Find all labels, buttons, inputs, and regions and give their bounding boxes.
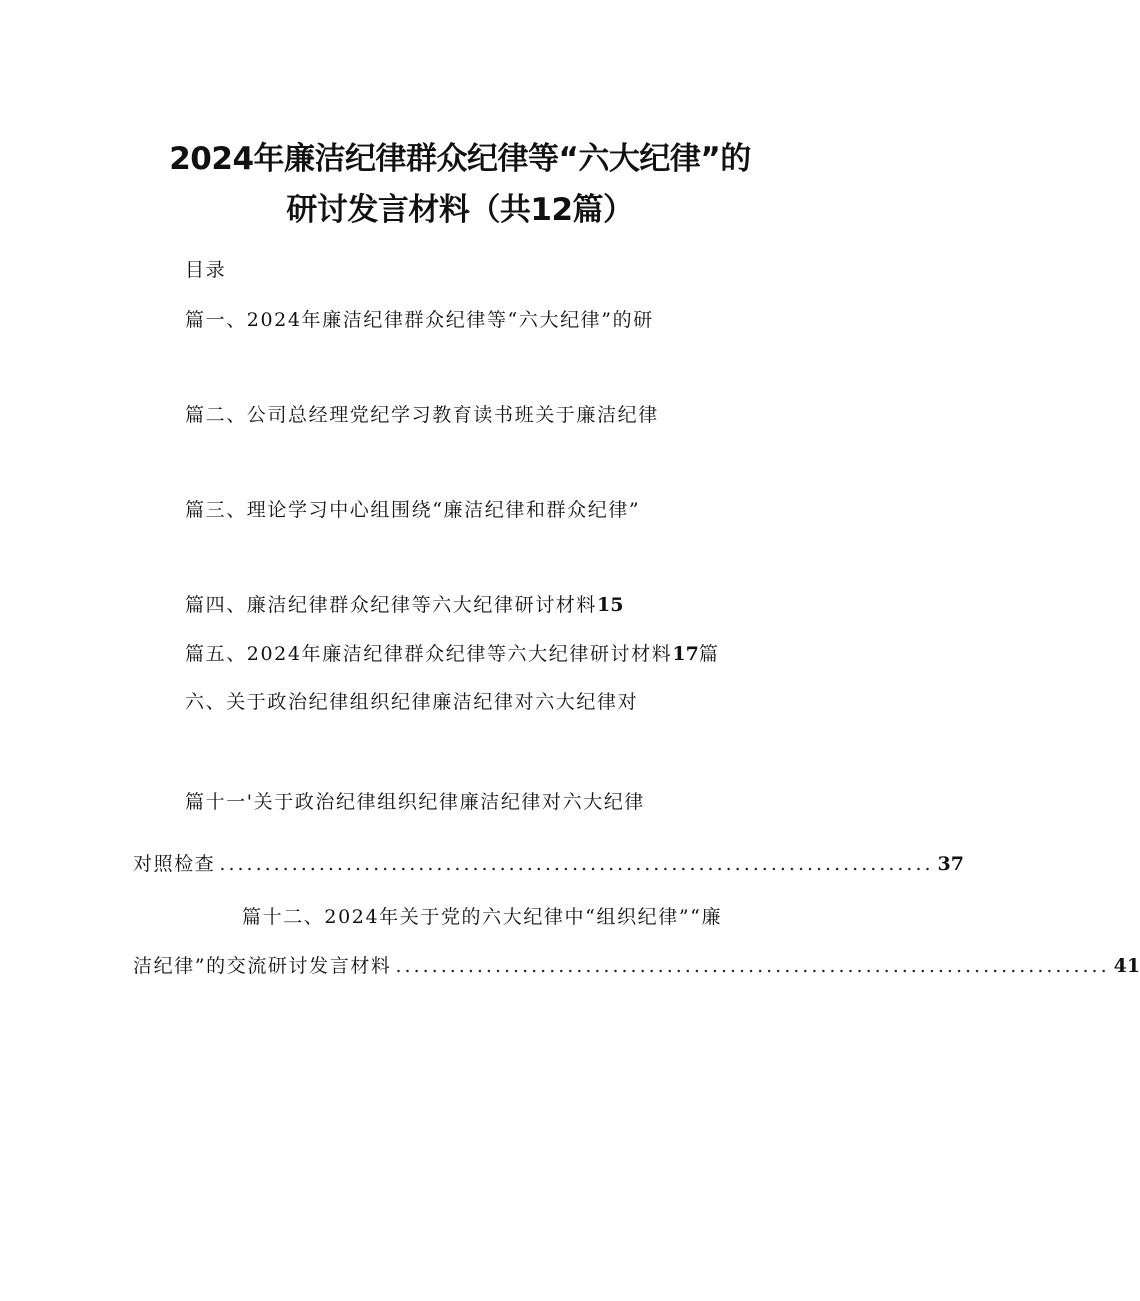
toc-item-6[interactable]: 六、关于政治纪律组织纪律廉洁纪律对六大纪律对	[185, 691, 639, 713]
toc-item-11-label: 对照检查	[133, 853, 216, 875]
toc-item-1[interactable]: 篇一、2024年廉洁纪律群众纪律等“六大纪律”的研	[185, 309, 654, 331]
toc-item-11-page: 37	[937, 853, 964, 875]
toc-item-3[interactable]: 篇三、理论学习中心组围绕“廉洁纪律和群众纪律”	[185, 499, 641, 521]
toc-item-12-continuation[interactable]	[133, 954, 1140, 978]
toc-item-5[interactable]	[185, 642, 719, 666]
toc-leader-dots: ...............................................................................	[395, 955, 1110, 977]
toc-item-4[interactable]	[185, 593, 623, 617]
toc-item-4-page: 15	[597, 594, 624, 616]
toc-item-5-page: 17	[672, 643, 699, 665]
toc-item-12[interactable]: 篇十二、2024年关于党的六大纪律中“组织纪律”“廉	[242, 906, 723, 928]
toc-item-11-continuation[interactable]	[133, 852, 964, 876]
toc-leader-dots: ...............................................................................	[219, 853, 934, 875]
toc-item-11[interactable]: 篇十一'关于政治纪律组织纪律廉洁纪律对六大纪律	[185, 791, 646, 813]
toc-item-4-label: 篇四、廉洁纪律群众纪律等六大纪律研讨材料	[185, 594, 598, 616]
toc-heading: 目录	[185, 259, 227, 281]
document-title-line-2: 研讨发言材料（共12篇）	[286, 192, 634, 228]
toc-item-12-page: 41	[1113, 955, 1140, 977]
toc-item-2[interactable]: 篇二、公司总经理党纪学习教育读书班关于廉洁纪律	[185, 404, 659, 426]
document-title-line-1: 2024年廉洁纪律群众纪律等“六大纪律”的	[169, 141, 751, 177]
toc-item-12-label: 洁纪律”的交流研讨发言材料	[133, 955, 392, 977]
toc-item-5-label: 篇五、2024年廉洁纪律群众纪律等六大纪律研讨材料	[185, 643, 673, 665]
toc-item-5-tail: 篇	[698, 643, 720, 665]
